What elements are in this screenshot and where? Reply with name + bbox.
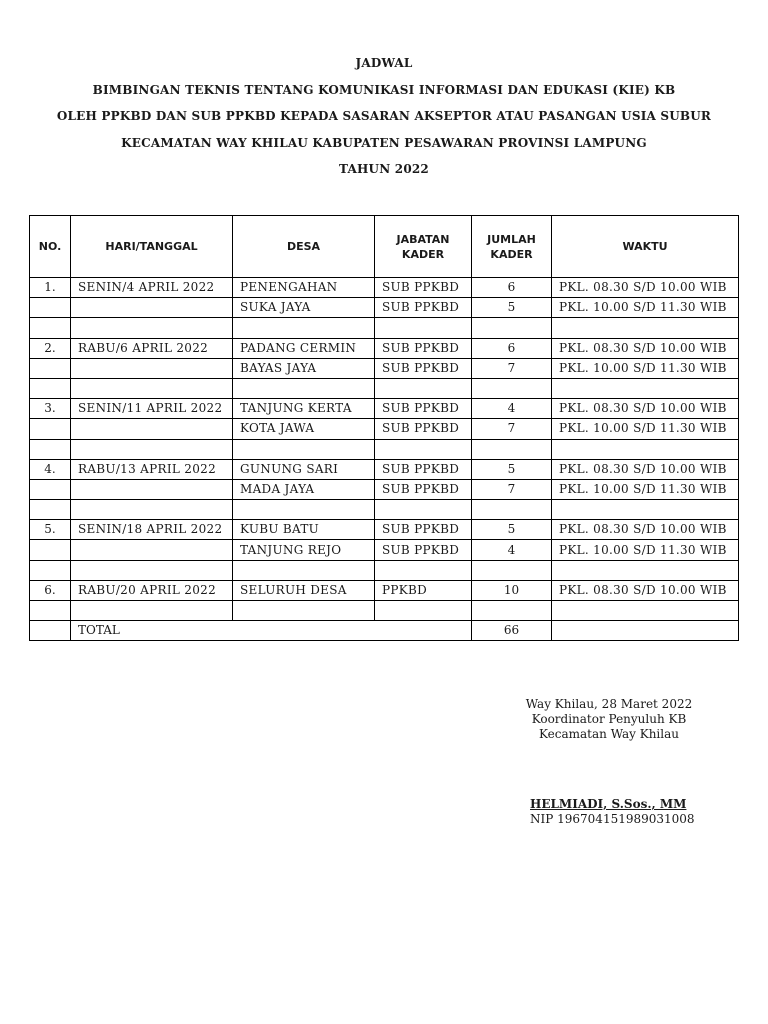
- cell-desa: SUKA JAYA: [233, 298, 375, 318]
- header-jumlah-line-2: KADER: [490, 247, 533, 261]
- cell-no: [30, 358, 71, 378]
- cell-waktu: PKL. 10.00 S/D 11.30 WIB: [552, 298, 739, 318]
- cell-hari-tanggal: [71, 479, 233, 499]
- total-row: [30, 621, 739, 641]
- cell-hari-tanggal: [71, 378, 233, 398]
- cell-desa: KOTA JAWA: [233, 419, 375, 439]
- cell-desa: KUBU BATU: [233, 520, 375, 540]
- table-header-row: [30, 216, 739, 278]
- cell-no: 5.: [30, 520, 71, 540]
- cell-waktu: [552, 601, 739, 621]
- total-no-cell: [30, 621, 71, 641]
- cell-no: 2.: [30, 338, 71, 358]
- cell-jumlah: [472, 439, 552, 459]
- table-row: [30, 419, 739, 439]
- cell-waktu: PKL. 10.00 S/D 11.30 WIB: [552, 479, 739, 499]
- cell-jabatan: [375, 560, 472, 580]
- cell-desa: TANJUNG KERTA: [233, 399, 375, 419]
- table-row: [30, 338, 739, 358]
- header-desa: DESA: [233, 216, 375, 278]
- table-row: [30, 298, 739, 318]
- cell-jabatan: SUB PPKBD: [375, 459, 472, 479]
- cell-jabatan: [375, 318, 472, 338]
- cell-jabatan: PPKBD: [375, 580, 472, 600]
- cell-desa: PENENGAHAN: [233, 278, 375, 298]
- cell-no: 6.: [30, 580, 71, 600]
- cell-hari-tanggal: RABU/20 APRIL 2022: [71, 580, 233, 600]
- cell-jumlah: 7: [472, 358, 552, 378]
- cell-desa: TANJUNG REJO: [233, 540, 375, 560]
- cell-no: [30, 318, 71, 338]
- cell-hari-tanggal: [71, 439, 233, 459]
- cell-desa: [233, 439, 375, 459]
- cell-waktu: [552, 500, 739, 520]
- header-jumlah-line-1: JUMLAH: [487, 232, 536, 246]
- cell-no: [30, 560, 71, 580]
- cell-jumlah: 4: [472, 540, 552, 560]
- cell-waktu: PKL. 08.30 S/D 10.00 WIB: [552, 520, 739, 540]
- cell-jabatan: SUB PPKBD: [375, 298, 472, 318]
- cell-jumlah: 6: [472, 338, 552, 358]
- cell-no: [30, 479, 71, 499]
- table-row: [30, 459, 739, 479]
- table-row: [30, 318, 739, 338]
- cell-jabatan: SUB PPKBD: [375, 419, 472, 439]
- cell-jumlah: 10: [472, 580, 552, 600]
- signer-nip: NIP 196704151989031008: [530, 812, 695, 826]
- table-row: [30, 439, 739, 459]
- header-hari-tanggal: HARI/TANGGAL: [71, 216, 233, 278]
- cell-jabatan: SUB PPKBD: [375, 399, 472, 419]
- cell-hari-tanggal: RABU/13 APRIL 2022: [71, 459, 233, 479]
- title-line-1: JADWAL: [355, 56, 413, 70]
- cell-no: [30, 378, 71, 398]
- header-no: NO.: [30, 216, 71, 278]
- cell-no: [30, 298, 71, 318]
- cell-waktu: PKL. 10.00 S/D 11.30 WIB: [552, 540, 739, 560]
- cell-jumlah: [472, 601, 552, 621]
- cell-no: [30, 439, 71, 459]
- table-row: [30, 540, 739, 560]
- table-row: [30, 560, 739, 580]
- cell-waktu: [552, 378, 739, 398]
- cell-waktu: PKL. 10.00 S/D 11.30 WIB: [552, 419, 739, 439]
- cell-no: [30, 419, 71, 439]
- cell-desa: BAYAS JAYA: [233, 358, 375, 378]
- table-row: [30, 378, 739, 398]
- cell-hari-tanggal: RABU/6 APRIL 2022: [71, 338, 233, 358]
- table-row: [30, 278, 739, 298]
- cell-hari-tanggal: SENIN/18 APRIL 2022: [71, 520, 233, 540]
- cell-no: 3.: [30, 399, 71, 419]
- signature-place-date: Way Khilau, 28 Maret 2022: [525, 697, 693, 711]
- document-title-block: [0, 55, 768, 188]
- cell-waktu: [552, 318, 739, 338]
- cell-jabatan: [375, 601, 472, 621]
- cell-jumlah: 5: [472, 298, 552, 318]
- table-row: [30, 500, 739, 520]
- cell-no: 4.: [30, 459, 71, 479]
- header-jabatan-line-1: JABATAN: [396, 232, 450, 246]
- cell-jabatan: [375, 378, 472, 398]
- cell-hari-tanggal: [71, 601, 233, 621]
- cell-waktu: [552, 439, 739, 459]
- cell-hari-tanggal: [71, 419, 233, 439]
- cell-desa: PADANG CERMIN: [233, 338, 375, 358]
- cell-waktu: PKL. 08.30 S/D 10.00 WIB: [552, 278, 739, 298]
- cell-desa: [233, 601, 375, 621]
- cell-desa: MADA JAYA: [233, 479, 375, 499]
- cell-waktu: PKL. 10.00 S/D 11.30 WIB: [552, 358, 739, 378]
- title-line-4: KECAMATAN WAY KHILAU KABUPATEN PESAWARAN PROVINSI LAMPUNG: [121, 135, 647, 150]
- cell-hari-tanggal: SENIN/11 APRIL 2022: [71, 399, 233, 419]
- cell-jumlah: 6: [472, 278, 552, 298]
- signature-block: [494, 697, 724, 742]
- table-row: [30, 520, 739, 540]
- header-jabatan-line-2: KADER: [401, 247, 445, 261]
- cell-waktu: PKL. 08.30 S/D 10.00 WIB: [552, 338, 739, 358]
- signer-name: HELMIADI, S.Sos., MM: [530, 797, 687, 811]
- header-waktu: WAKTU: [552, 216, 739, 278]
- cell-jumlah: 7: [472, 479, 552, 499]
- cell-no: [30, 500, 71, 520]
- header-jumlah-kader: [472, 216, 552, 278]
- cell-no: [30, 601, 71, 621]
- cell-no: 1.: [30, 278, 71, 298]
- signer-block: [516, 797, 695, 827]
- cell-jumlah: [472, 500, 552, 520]
- cell-jumlah: [472, 318, 552, 338]
- cell-desa: [233, 318, 375, 338]
- title-line-3: OLEH PPKBD DAN SUB PPKBD KEPADA SASARAN AKSEPTOR ATAU PASANGAN USIA SUBUR: [56, 109, 712, 123]
- cell-hari-tanggal: [71, 298, 233, 318]
- cell-desa: [233, 500, 375, 520]
- cell-jumlah: 5: [472, 520, 552, 540]
- cell-jabatan: SUB PPKBD: [375, 338, 472, 358]
- total-value: 66: [472, 621, 552, 641]
- total-label: TOTAL: [71, 621, 472, 641]
- cell-hari-tanggal: [71, 318, 233, 338]
- cell-jumlah: 4: [472, 399, 552, 419]
- cell-jumlah: 5: [472, 459, 552, 479]
- title-line-2: BIMBINGAN TEKNIS TENTANG KOMUNIKASI INFORMASI DAN EDUKASI (KIE) KB: [92, 82, 676, 97]
- table-row: [30, 358, 739, 378]
- cell-jabatan: SUB PPKBD: [375, 358, 472, 378]
- signature-office: Kecamatan Way Khilau: [539, 727, 679, 741]
- table-row: [30, 479, 739, 499]
- table-row: [30, 399, 739, 419]
- cell-jabatan: SUB PPKBD: [375, 540, 472, 560]
- cell-jabatan: [375, 439, 472, 459]
- cell-jabatan: SUB PPKBD: [375, 278, 472, 298]
- cell-desa: GUNUNG SARI: [233, 459, 375, 479]
- cell-hari-tanggal: [71, 560, 233, 580]
- table-row: [30, 580, 739, 600]
- cell-desa: [233, 560, 375, 580]
- cell-hari-tanggal: [71, 540, 233, 560]
- cell-jabatan: SUB PPKBD: [375, 520, 472, 540]
- table-row: [30, 601, 739, 621]
- schedule-table: [29, 215, 739, 641]
- cell-hari-tanggal: [71, 358, 233, 378]
- cell-jumlah: [472, 560, 552, 580]
- cell-jabatan: SUB PPKBD: [375, 479, 472, 499]
- total-waktu-cell: [552, 621, 739, 641]
- cell-desa: [233, 378, 375, 398]
- cell-jumlah: [472, 378, 552, 398]
- cell-no: [30, 540, 71, 560]
- cell-hari-tanggal: SENIN/4 APRIL 2022: [71, 278, 233, 298]
- cell-jumlah: 7: [472, 419, 552, 439]
- title-line-5: TAHUN 2022: [339, 162, 429, 176]
- cell-waktu: PKL. 08.30 S/D 10.00 WIB: [552, 580, 739, 600]
- cell-jabatan: [375, 500, 472, 520]
- cell-waktu: PKL. 08.30 S/D 10.00 WIB: [552, 459, 739, 479]
- cell-waktu: [552, 560, 739, 580]
- cell-waktu: PKL. 08.30 S/D 10.00 WIB: [552, 399, 739, 419]
- header-jabatan-kader: [375, 216, 472, 278]
- cell-desa: SELURUH DESA: [233, 580, 375, 600]
- signature-position: Koordinator Penyuluh KB: [531, 712, 687, 726]
- cell-hari-tanggal: [71, 500, 233, 520]
